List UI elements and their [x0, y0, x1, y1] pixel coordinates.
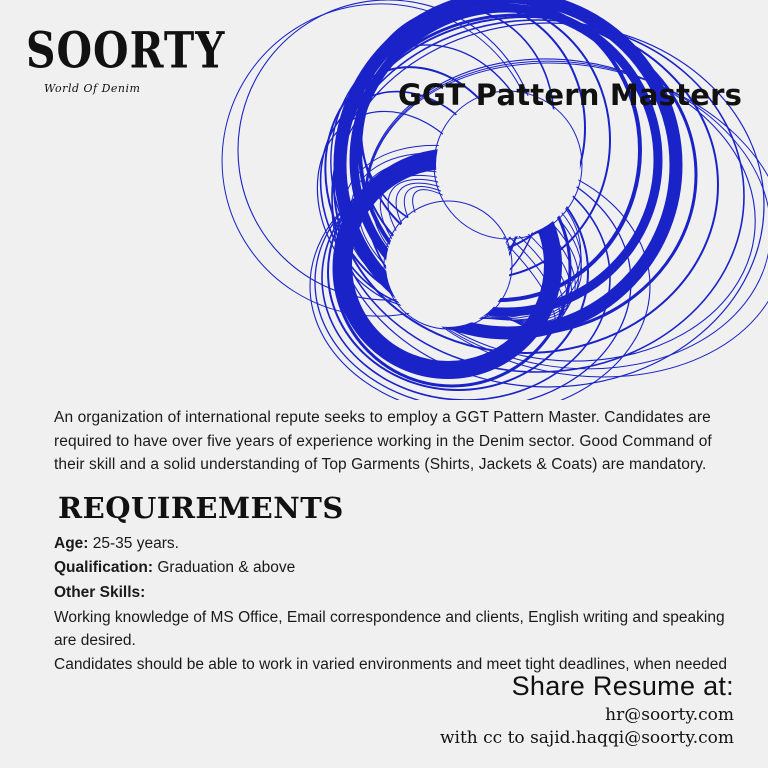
requirement-qualification-label: Qualification:	[54, 559, 154, 577]
poster-title: GGT Pattern Masters	[398, 78, 743, 112]
requirement-other-skills	[54, 582, 744, 604]
requirement-age-value: 25-35 years.	[92, 534, 179, 552]
requirements-heading: REQUIREMENTS	[58, 490, 344, 525]
email-cc[interactable]: with cc to sajid.haqqi@soorty.com	[439, 728, 734, 749]
footer-contact	[440, 671, 734, 750]
requirement-age	[54, 533, 744, 555]
requirement-other-skills-label: Other Skills:	[54, 583, 146, 601]
blue-rings-graphic	[208, 0, 768, 400]
brand-name: SOORTY	[26, 21, 226, 80]
requirement-qualification-value: Graduation & above	[157, 559, 296, 577]
intro-paragraph: An organization of international repute seeks to employ a GGT Pattern Master. Candidates are required to have over five years of experience working in the Denim sector. Good Command of their skill and a solid understanding of Top Garments (Shirts, Jackets & Coats) are mandatory.	[54, 409, 712, 474]
share-resume-label: Share Resume at:	[511, 671, 734, 702]
brand-logo	[26, 21, 226, 95]
skills-text-1: Working knowledge of MS Office, Email correspondence and clients, English writing and speaking are desired.	[54, 609, 725, 650]
brand-tagline: World Of Denim	[44, 82, 141, 95]
requirement-age-label: Age:	[54, 534, 89, 552]
requirement-qualification	[54, 557, 744, 579]
skills-text-2: Candidates should be able to work in varied environments and meet tight deadlines, when needed	[54, 655, 727, 673]
poster-body	[54, 406, 744, 676]
email-primary[interactable]: hr@soorty.com	[605, 705, 734, 726]
